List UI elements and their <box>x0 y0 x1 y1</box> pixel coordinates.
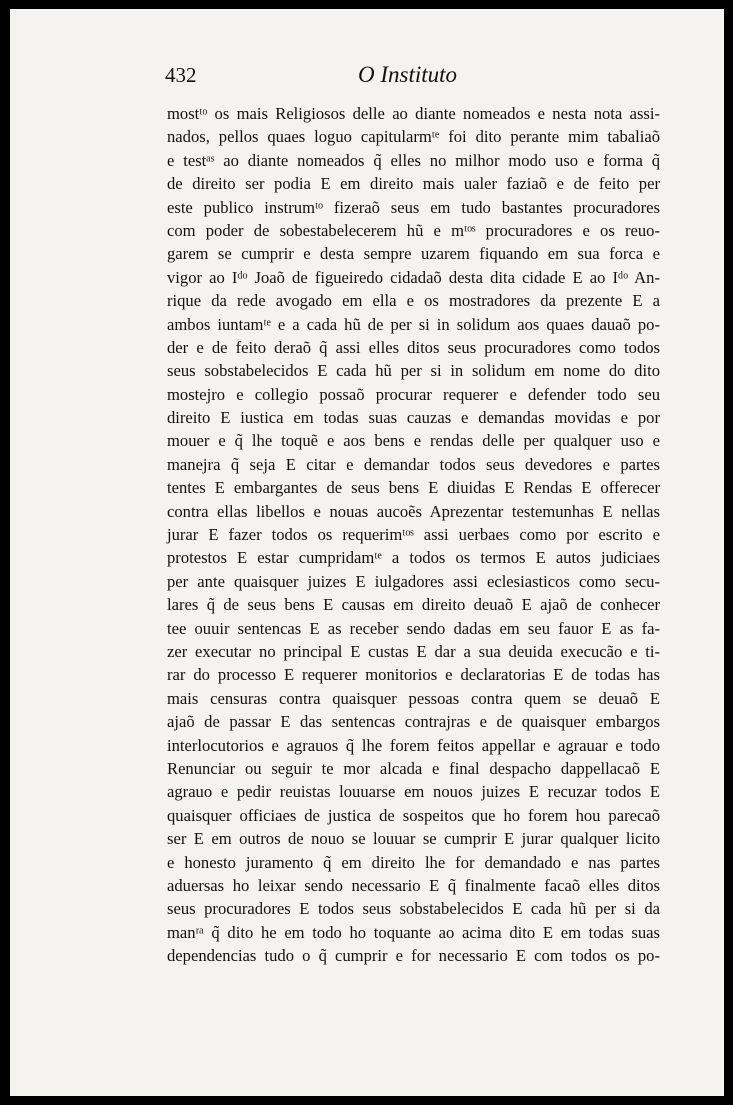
text-line: ambos iuntamᵗᵉ e a cada hũ de per si in solidum aos quaes dauaõ po- <box>167 314 660 334</box>
text-line: direito E iustica em todas suas cauzas e demandas movidas e por <box>167 408 660 428</box>
text-line: nados, pellos quaes loguo capitularmᵗᵉ foi dito perante mim tabaliaõ <box>167 127 660 147</box>
body-text <box>167 102 660 967</box>
text-line: rar do processo E requerer monitorios e declaratorias E de todas has <box>167 665 660 685</box>
text-line: e testᵃˢ ao diante nomeados q̃ elles no milhor modo uso e forma q̃ <box>167 150 660 170</box>
text-line: seus procuradores E todos seus sobstabelecidos E cada hũ per si da <box>167 899 660 919</box>
text-line: mostejro e collegio possaõ procurar requerer e defender todo seu <box>167 384 660 404</box>
text-line: manejra q̃ seja E citar e demandar todos seus devedores e partes <box>167 454 660 474</box>
text-line: contra ellas libellos e nouas aucoẽs Aprezentar testemunhas E nellas <box>167 501 660 521</box>
text-line: Renunciar ou seguir te mor alcada e final despacho dappellacaõ E <box>167 758 660 778</box>
text-line: mostᵗᵒ os mais Religiosos delle ao diante nomeados e nesta nota assi- <box>167 104 660 123</box>
text-line: este publico instrumᵗᵒ fizeraõ seus em tudo bastantes procuradores <box>167 197 660 217</box>
page-header <box>10 63 724 93</box>
text-line: ser E em outros de nouo se louuar se cumprir E jurar qualquer licito <box>167 829 660 849</box>
text-line: interlocutorios e agrauos q̃ lhe forem feitos appellar e agrauar e todo <box>167 735 660 755</box>
text-line: e honesto juramento q̃ em direito lhe for demandado e nas partes <box>167 852 660 872</box>
text-line: mais censuras contra quaisquer pessoas contra quem se deuaõ E <box>167 688 660 708</box>
text-line: protestos E estar cumpridamᵗᵉ a todos os termos E autos judiciaes <box>167 548 660 568</box>
document-page <box>10 9 724 1096</box>
text-line: dependencias tudo o q̃ cumprir e for necessario E com todos os po- <box>167 946 660 966</box>
text-line: garem se cumprir e desta sempre uzarem fiquando em sua forca e <box>167 244 660 264</box>
text-line: vigor ao Iᵈᵒ Joaõ de figueiredo cidadaõ desta dita cidade E ao Iᵈᵒ An- <box>167 267 660 287</box>
page-number: 432 <box>165 63 197 87</box>
text-line: aduersas ho leixar sendo necessario E q̃ finalmente facaõ elles ditos <box>167 875 660 895</box>
text-line: ajaõ de passar E das sentencas contrajras e de quaisquer embargos <box>167 712 660 732</box>
text-line: jurar E fazer todos os requerimᵗᵒˢ assi uerbaes como por escrito e <box>167 525 660 545</box>
text-line: tentes E embargantes de seus bens E diuidas E Rendas E offerecer <box>167 478 660 498</box>
text-line: zer executar no principal E custas E dar a sua deuida execucão e ti- <box>167 641 660 661</box>
text-line: rique da rede avogado em ella e os mostradores da prezente E a <box>167 291 660 311</box>
text-line: der e de feito deraõ q̃ assi elles ditos seus procuradores como todos <box>167 337 660 357</box>
running-title: O Instituto <box>358 62 458 87</box>
text-line: com poder de sobestabelecerem hũ e mᵗᵒˢ procuradores e os reuo- <box>167 220 660 240</box>
text-line: tee ouuir sentencas E as receber sendo dadas em seu fauor E as fa- <box>167 618 660 638</box>
text-line: lares q̃ de seus bens E causas em direito deuaõ E ajaõ de conhecer <box>167 595 660 615</box>
text-line: seus sobstabelecidos E cada hũ per si in solidum em nome do dito <box>167 361 660 381</box>
text-line: mouer e q̃ lhe toquẽ e aos bens e rendas delle per qualquer uso e <box>167 431 660 451</box>
text-line: de direito ser podia E em direito mais ualer faziaõ e de feito per <box>167 174 660 194</box>
text-line: agrauo e pedir reuistas louuarse em nouos juizes E recuzar todos E <box>167 782 660 802</box>
text-line: per ante quaisquer juizes E iulgadores assi eclesiasticos como secu- <box>167 571 660 591</box>
text-line: manʳᵃ q̃ dito he em todo ho toquante ao acima dito E em todas suas <box>167 922 660 942</box>
text-line: quaisquer officiaes de justica de sospeitos que ho forem hou parecaõ <box>167 805 660 825</box>
